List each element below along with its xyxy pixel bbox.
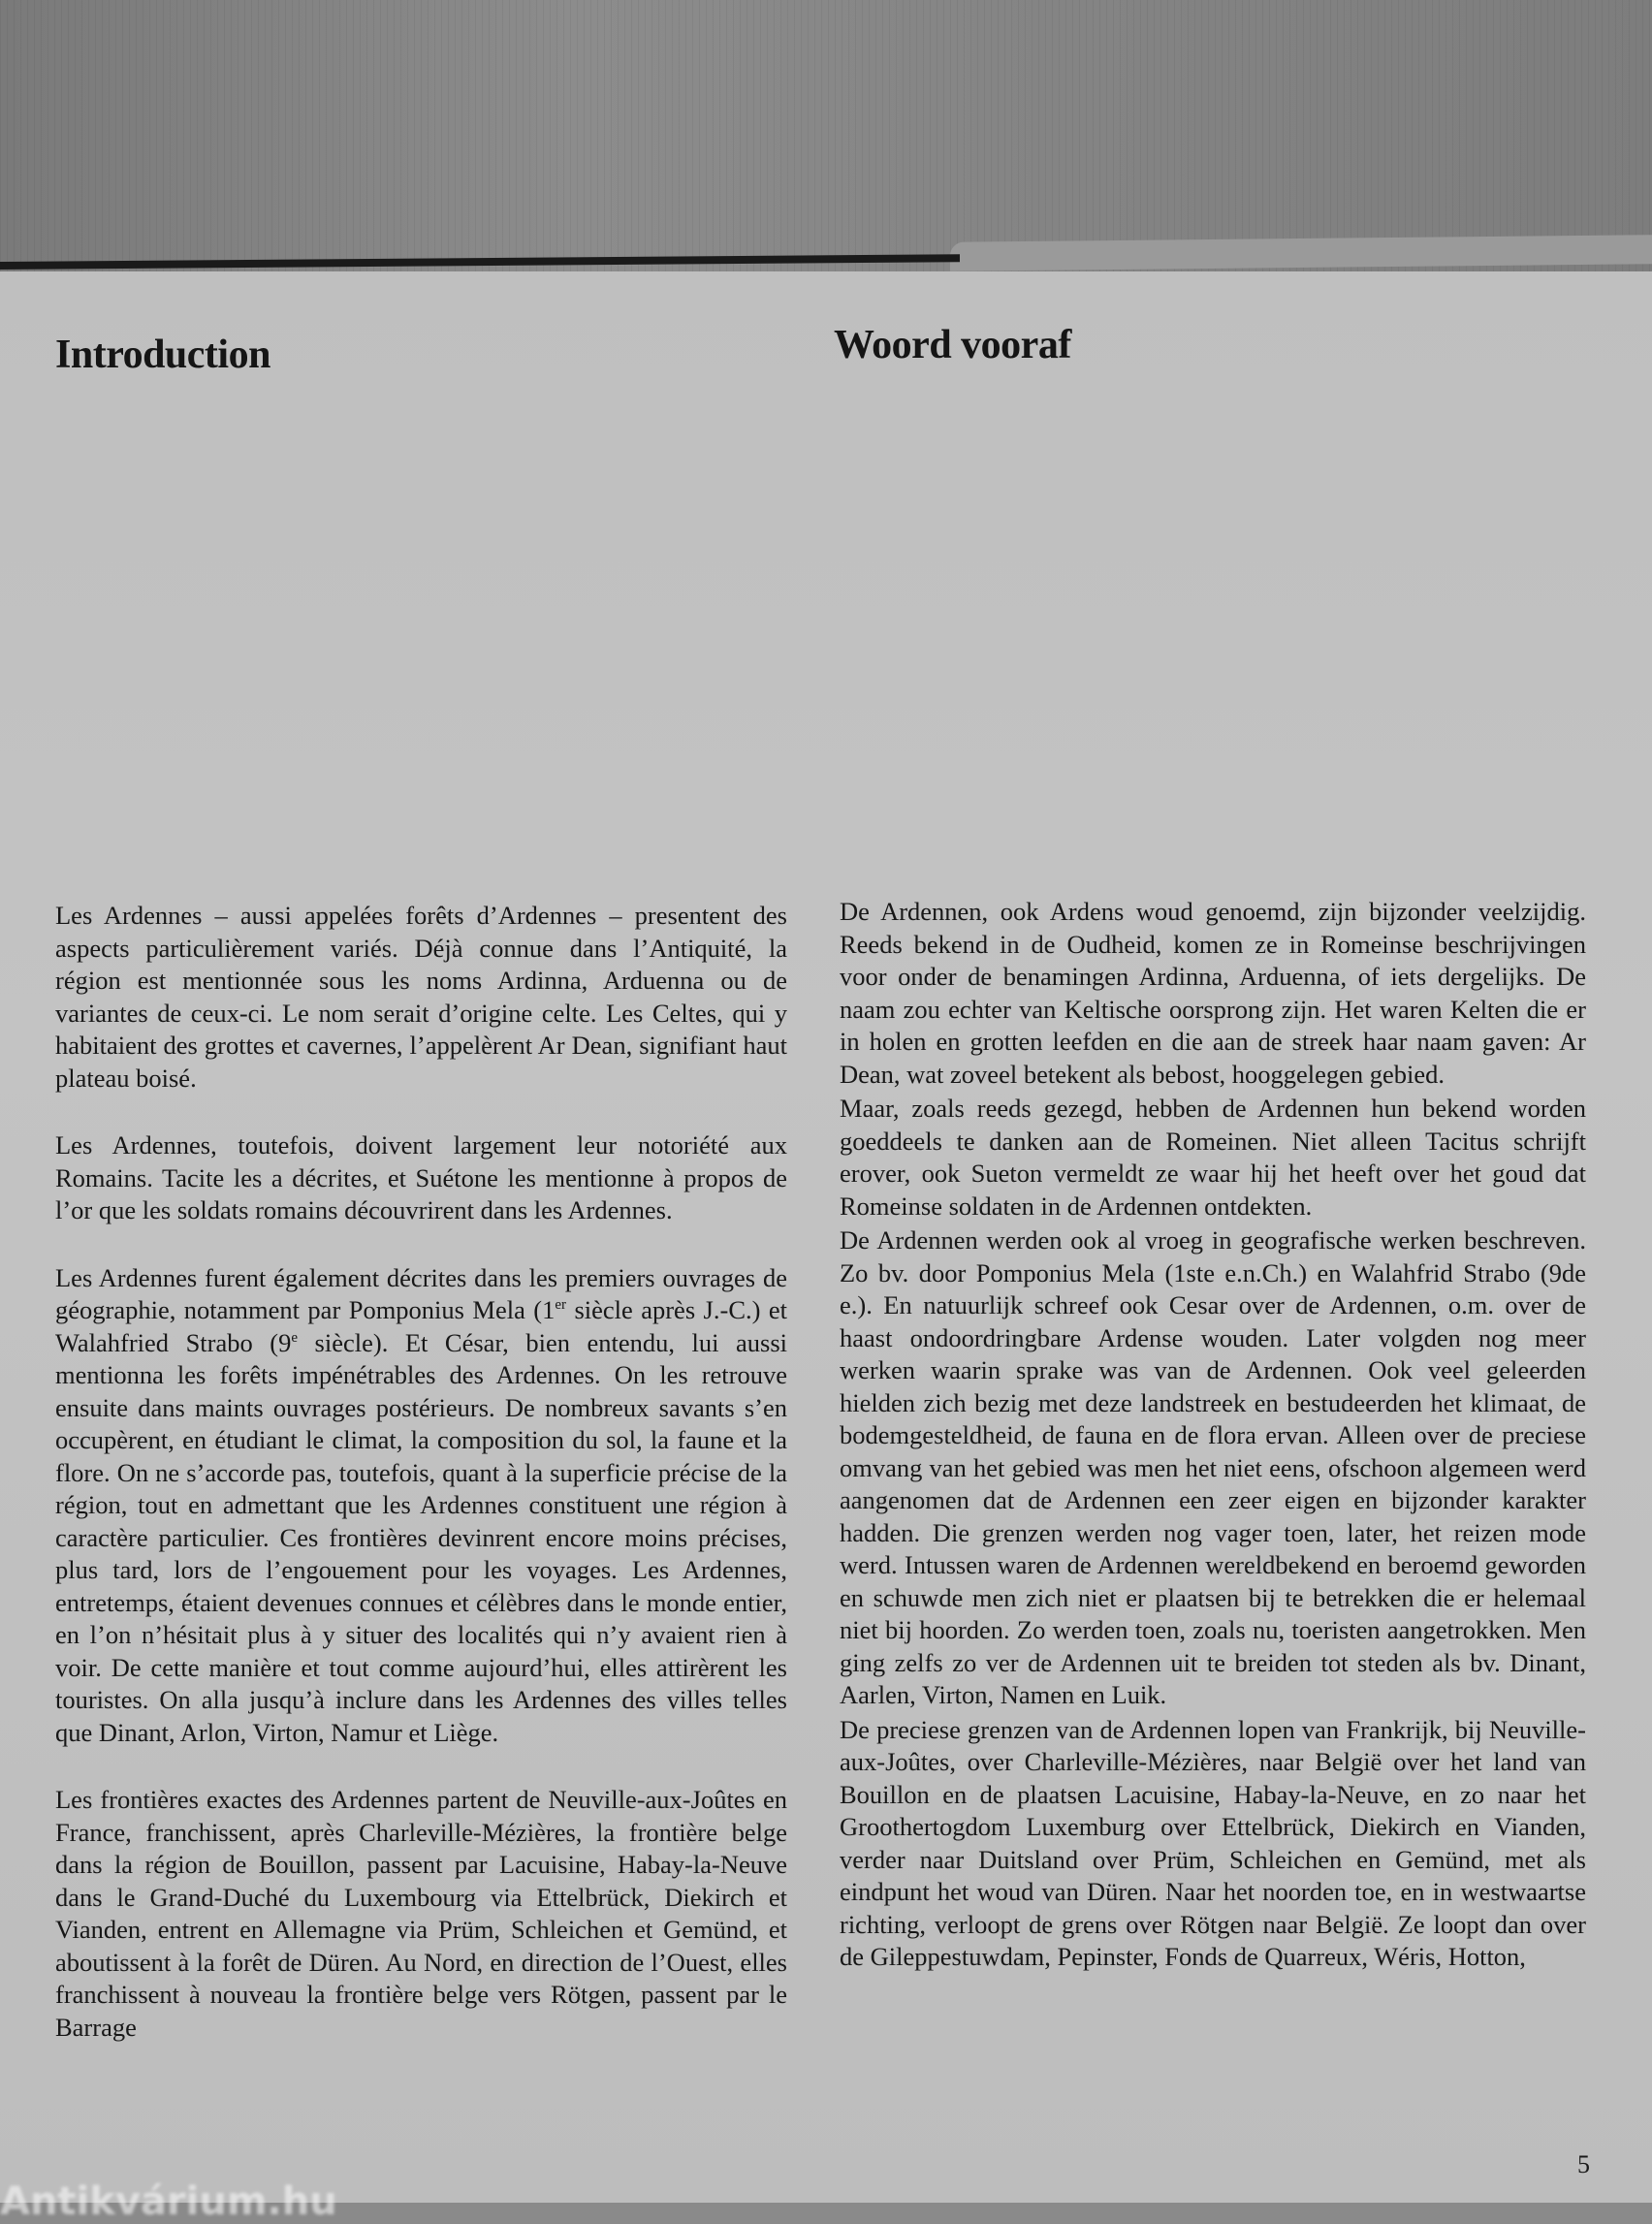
french-paragraph-2: Les Ardennes, toutefois, doivent largement leur notoriété aux Romains. Tacite les a décrites, et Suétone les mentionne à propos de l’or que les soldats romains découvrirent dans les Ardennes. (55, 1130, 787, 1224)
superscript: er (555, 1297, 567, 1313)
heading-dutch: Woord vooraf (834, 323, 1071, 367)
book-page (0, 271, 1652, 2203)
dutch-paragraph-4: De preciese grenzen van de Ardennen lopen van Frankrijk, bij Neuville-aux-Joûtes, over Charleville-Mézières, naar België over het land van Bouillon en de plaatsen Lacuisine, Habay-la-Neuve, en zo naar het Groothertogdom Luxemburg over Ettelbrück, Diekirch en Vianden, verder naar Duitsland over Prüm, Schleichen en Gemünd, met als eindpunt het woud van Düren. Naar het noorden toe, en in westwaartse richting, verloopt de grens over Rötgen naar België. Ze loopt dan over de Gileppestuwdam, Pepinster, Fonds de Quarreux, Wéris, Hotton, (840, 1714, 1586, 1971)
heading-french: Introduction (55, 333, 270, 377)
french-column (55, 900, 787, 2079)
dutch-paragraph-1: De Ardennen, ook Ardens woud genoemd, zijn bijzonder veelzijdig. Reeds bekend in de Oudheid, komen ze in Romeinse beschrijvingen voor onder de benamingen Ardinna, Arduenna, of iets dergelijks. De naam zou echter van Keltische oorsprong zijn. Het waren Kelten die er in holen en grotten leefden en die aan de streek haar naam gaven: Ar Dean, wat zoveel betekent als bebost, hooggelegen gebied. (840, 897, 1586, 1089)
dutch-column (840, 896, 1586, 1976)
text-run: siècle après J.-C.) et Walahfried Strabo (9 (55, 1295, 788, 1357)
text-run: Les Ardennes furent également décrites dans les premiers ouvrages de géographie, notamment par Pomponius Mela (1 (55, 1262, 787, 1324)
superscript: e (291, 1329, 299, 1346)
french-paragraph-3 (55, 1262, 787, 1750)
dutch-paragraph-3: De Ardennen werden ook al vroeg in geografische werken beschreven. Zo bv. door Pomponius Mela (1ste e.n.Ch.) en Walahfrid Strabo (9de e.). En natuurlijk schreef ook Cesar over de Ardennen, o.m. over de haast ondoordringbare Ardense wouden. Later volgden nog meer werken waarin sprake was van de Ardennen. Ook veel geleerden hielden zich bezig met deze landstreek en bestudeerden het klimaat, de bodemgesteldheid, de fauna en de flora ervan. Alleen over de preciese omvang van het gebied was men het niet eens, ofschoon algemeen werd aangenomen dat de Ardennen een zeer eigen en bijzonder karakter hadden. Die grenzen werden nog vager toen, later, het reizen mode werd. Intussen waren de Ardennen wereldbekend en beroemd geworden en schuwde men zich niet er plaatsen bij te betrekken die er helemaal niet bij hoorden. Zo werden toen, zoals nu, toeristen aangetrokken. Men ging zelfs zo ver de Ardennen uit te breiden tot steden als bv. Dinant, Aarlen, Virton, Namen en Luik. (840, 1225, 1586, 1709)
watermark: Antikvárium.hu (0, 2179, 337, 2224)
french-paragraph-1: Les Ardennes – aussi appelées forêts d’Ardennes – presentent des aspects particulièrement variés. Déjà connue dans l’Antiquité, la région est mentionnée sous les noms Ardinna, Arduenna ou de variantes de ceux-ci. Le nom serait d’origine celte. Les Celtes, qui y habitaient des grottes et cavernes, l’appelèrent Ar Dean, signifiant haut plateau boisé. (55, 901, 787, 1093)
dutch-paragraph-2: Maar, zoals reeds gezegd, hebben de Ardennen hun bekend worden goeddeels te danken aan de Romeinen. Niet alleen Tacitus schrijft erover, ook Sueton vermeldt ze waar hij het heeft over het goud dat Romeinse soldaten in de Ardennen ontdekten. (840, 1094, 1586, 1221)
page-number: 5 (1577, 2150, 1590, 2178)
text-run: siècle). Et César, bien entendu, lui aussi mentionna les forêts impénétrables des Ardennes. On les retrouve ensuite dans maints ouvrages postérieurs. De nombreux savants s’en occupèrent, en étudiant le climat, la composition du sol, la faune et la flore. On ne s’accorde pas, toutefois, quant à la superficie précise de la région, tout en admettant que les Ardennes constituent une région à caractère particulier. Ces frontières devinrent encore moins précises, plus tard, lors de l’engouement pour les voyages. Les Ardennes, entretemps, étaient devenues connues et célèbres dans le monde entier, en l’on n’hésitait plus à y situer des localités qui n’y avaient rien à voir. De cette manière et tout comme aujourd’hui, elles attirèrent les touristes. On alla jusqu’à inclure dans les Ardennes des villes telles que Dinant, Arlon, Virton, Namur et Liège. (55, 1327, 787, 1747)
french-paragraph-4: Les frontières exactes des Ardennes partent de Neuville-aux-Joûtes en France, franchissent, après Charleville-Mézières, la frontière belge dans la région de Bouillon, passent par Lacuisine, Habay-la-Neuve dans le Grand-Duché du Luxembourg via Ettelbrück, Diekirch et Vianden, entrent en Allemagne via Prüm, Schleichen et Gemünd, et aboutissent à la forêt de Düren. Au Nord, en direction de l’Ouest, elles franchissent à nouveau la frontière belge vers Rötgen, passent par le Barrage (55, 1785, 787, 2042)
